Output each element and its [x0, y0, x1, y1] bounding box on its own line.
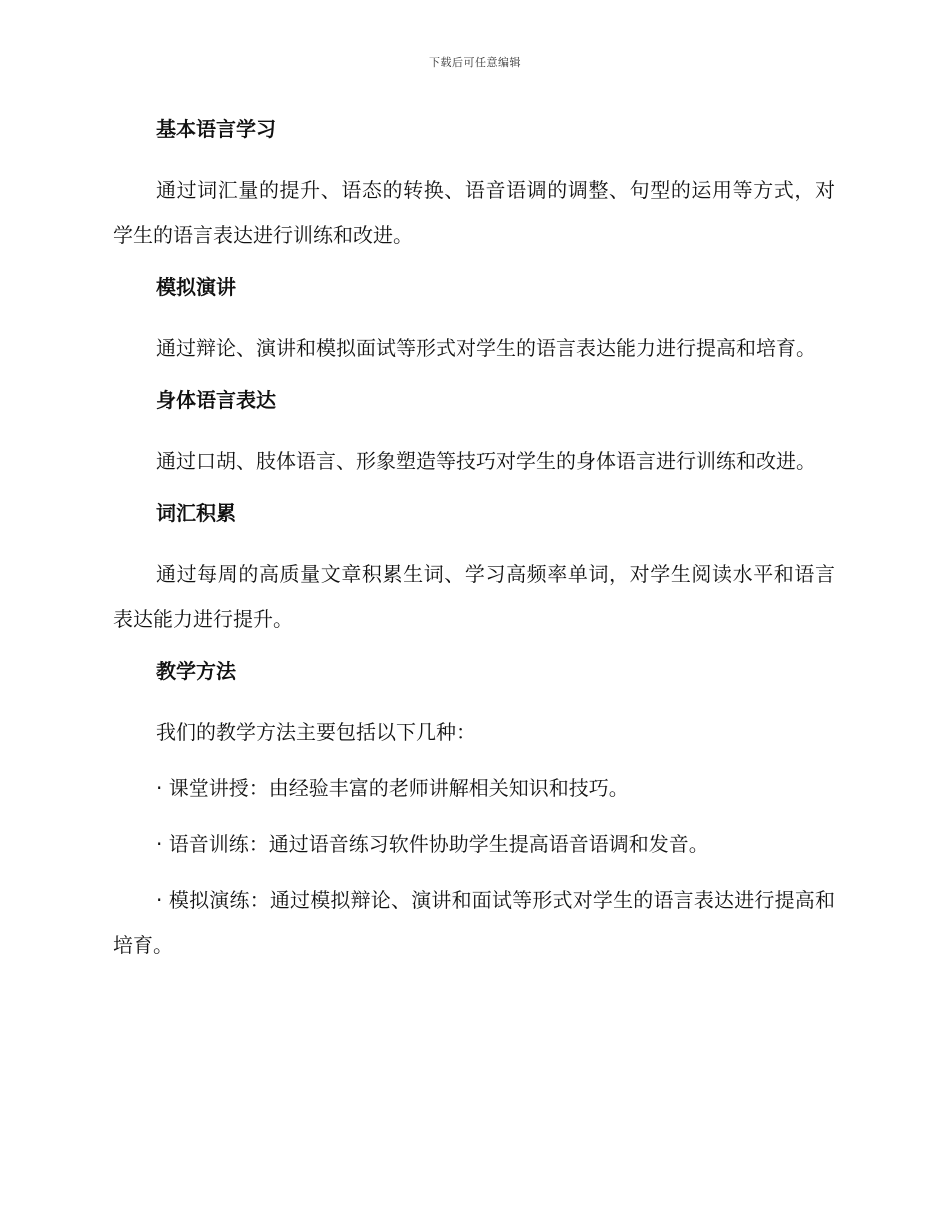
page-header: 下载后可任意编辑 — [429, 56, 521, 69]
section-heading: 模拟演讲 — [156, 275, 236, 299]
section-heading: 基本语言学习 — [156, 117, 276, 141]
methods-heading: 教学方法 — [156, 659, 236, 683]
section-paragraph: 通过辩论、演讲和模拟面试等形式对学生的语言表达能力进行提高和培育。 — [156, 336, 816, 360]
document-body — [113, 112, 835, 979]
section-heading: 身体语言表达 — [156, 388, 276, 412]
section-heading: 词汇积累 — [156, 501, 236, 525]
section-paragraph: 通过口胡、肢体语言、形象塑造等技巧对学生的身体语言进行训练和改进。 — [156, 449, 816, 473]
method-list-item: · 模拟演练：通过模拟辩论、演讲和面试等形式对学生的语言表达进行提高和培育。 — [113, 888, 835, 957]
method-list-item: · 语音训练：通过语音练习软件协助学生提高语音语调和发音。 — [156, 832, 709, 856]
section-paragraph: 通过词汇量的提升、语态的转换、语音语调的调整、句型的运用等方式，对学生的语言表达进行训练和改进。 — [113, 178, 835, 247]
section-paragraph: 通过每周的高质量文章积累生词、学习高频率单词，对学生阅读水平和语言表达能力进行提升。 — [113, 562, 835, 631]
methods-intro: 我们的教学方法主要包括以下几种： — [156, 720, 476, 744]
method-list-item: · 课堂讲授：由经验丰富的老师讲解相关知识和技巧。 — [156, 776, 629, 800]
